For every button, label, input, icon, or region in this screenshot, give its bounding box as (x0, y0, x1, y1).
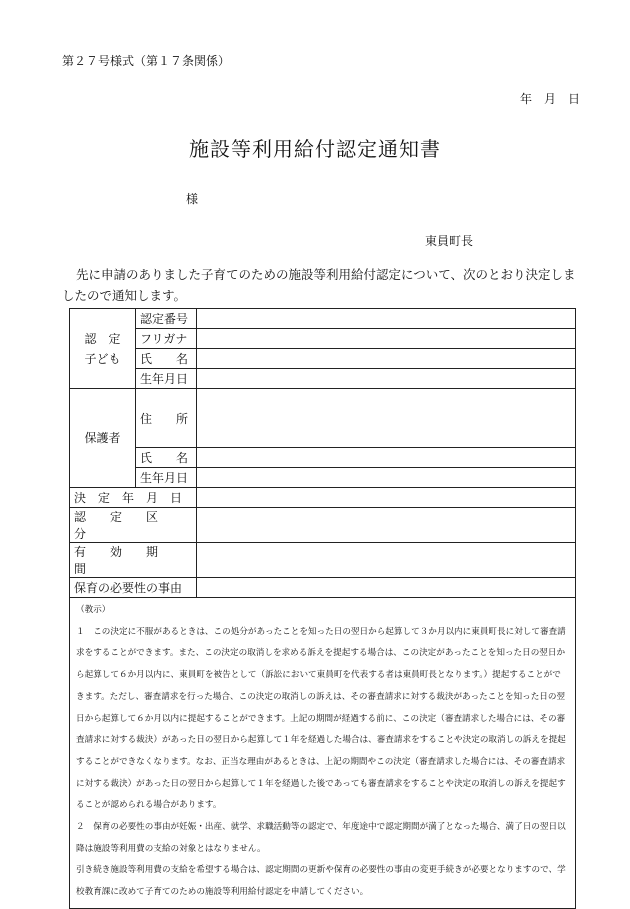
necessity-reason-value[interactable] (197, 578, 576, 598)
child-cert-no-label: 認定番号 (136, 309, 197, 329)
child-cert-no-value[interactable] (197, 309, 576, 329)
guardian-birthdate-value[interactable] (197, 468, 576, 488)
certification-table (69, 308, 576, 909)
child-group-label: 認 定 子ども (70, 309, 136, 389)
issuer-name: 東員町長 (425, 234, 474, 248)
guardian-birthdate-label: 生年月日 (136, 468, 197, 488)
notes-heading: （教示） (76, 605, 111, 615)
guardian-name-value[interactable] (197, 448, 576, 468)
issue-date (520, 90, 580, 107)
date-month-label: 月 (544, 92, 557, 106)
addressee-suffix: 様 (186, 192, 199, 206)
decision-date-label: 決 定 年 月 日 (70, 488, 197, 508)
guardian-address-value[interactable] (197, 389, 576, 448)
notes-item-1: １ この決定に不服があるときは、この処分があったことを知った日の翌日から起算して３か月以内に東員町長に対して審査請求をすることができます。また、この決定の取消しを求める訴えを提起する場合は、この決定があったことを知った日の翌日から起算して６か月以内に、東員町を被告として（訴訟において東員町を代表する者は東員町長となります。）提起することができます。ただし、審査請求を行った場合、この決定の取消しの訴えは、その審査請求に対する裁決があったことを知った日の翌日から起算して６か月以内に提起することができます。上記の期間が経過する前に、この決定（審査請求した場合には、その審査請求に対する裁決）があった日の翌日から起算して１年を経過した場合は、審査請求をすることや決定の取消しの訴えを提起することができなくなります。なお、正当な理由があるときは、上記の期間やこの決定（審査請求した場合には、その審査請求に対する裁決）があった日の翌日から起算して１年を経過した後であっても審査請求をすることや決定の取消しの訴えを提起することが認められる場合があります。 (76, 626, 566, 811)
child-birthdate-value[interactable] (197, 369, 576, 389)
validity-period-value[interactable] (197, 543, 576, 578)
necessity-reason-label: 保育の必要性の事由 (70, 578, 197, 598)
date-day-label: 日 (568, 92, 581, 106)
guardian-group-label: 保護者 (70, 389, 136, 488)
guardian-name-label: 氏 名 (136, 448, 197, 468)
form-number: 第２７号様式（第１７条関係） (62, 54, 231, 68)
intro-paragraph: 先に申請のありました子育てのための施設等利用給付認定について、次のとおり決定しましたので通知します。 (62, 267, 576, 303)
cert-category-label: 認 定 区 分 (70, 508, 197, 543)
guardian-address-label: 住 所 (136, 389, 197, 448)
cert-category-value[interactable] (197, 508, 576, 543)
date-year-label: 年 (520, 92, 533, 106)
child-birthdate-label: 生年月日 (136, 369, 197, 389)
validity-period-label: 有 効 期 間 (70, 543, 197, 578)
child-name-value[interactable] (197, 349, 576, 369)
child-furigana-label: フリガナ (136, 329, 197, 349)
child-name-label: 氏 名 (136, 349, 197, 369)
document-title: 施設等利用給付認定通知書 (189, 137, 441, 161)
child-furigana-value[interactable] (197, 329, 576, 349)
notes-item-2: ２ 保育の必要性の事由が妊娠・出産、就学、求職活動等の認定で、年度途中で認定期間が満了となった場合、満了日の翌日以降は施設等利用費の支給の対象とはなりません。 (76, 822, 566, 854)
notes-section (70, 598, 576, 909)
notes-item-3: 引き続き施設等利用費の支給を希望する場合は、認定期間の更新や保育の必要性の事由の変更手続きが必要となりますので、学校教育課に改めて子育てのための施設等利用給付認定を申請してください。 (76, 865, 566, 898)
decision-date-value[interactable] (197, 488, 576, 508)
